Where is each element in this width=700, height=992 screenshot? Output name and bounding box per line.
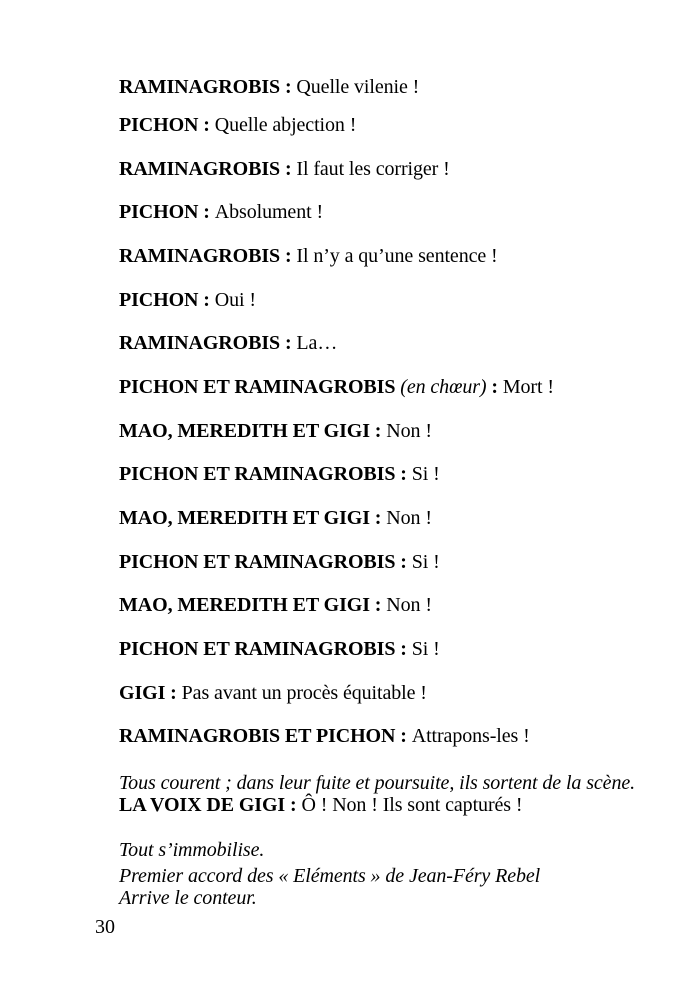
speaker-name: MAO, MEREDITH ET GIGI	[119, 594, 370, 616]
line-text: Si !	[411, 551, 440, 573]
speaker-name: RAMINAGROBIS	[119, 245, 281, 267]
speaker-separator: :	[369, 420, 387, 442]
stage-direction: Arrive le conteur.	[119, 887, 257, 909]
dialogue-line	[119, 157, 450, 181]
speaker-separator: :	[280, 332, 297, 354]
speaker-name: RAMINAGROBIS	[119, 332, 281, 354]
line-text: Il n’y a qu’une sentence !	[296, 245, 498, 267]
stage-direction: Tout s’immobilise.	[119, 839, 265, 861]
stage-direction: Premier accord des « Eléments » de Jean-Féry Rebel	[119, 865, 541, 887]
line-text: La…	[296, 332, 338, 354]
dialogue-line	[119, 288, 256, 312]
speaker-name: PICHON	[119, 201, 199, 223]
speaker-separator: :	[280, 245, 297, 267]
line-text: Non !	[386, 420, 432, 442]
speaker-name: PICHON ET RAMINAGROBIS	[119, 551, 396, 573]
dialogue-line	[119, 331, 337, 355]
line-text: Mort !	[502, 376, 554, 398]
dialogue-line	[119, 200, 323, 224]
line-text: Quelle vilenie !	[296, 76, 420, 98]
speaker-name: MAO, MEREDITH ET GIGI	[119, 420, 370, 442]
speaker-name: RAMINAGROBIS	[119, 158, 281, 180]
dialogue-line	[119, 462, 440, 486]
speaker-separator: :	[369, 594, 387, 616]
voice-line	[119, 793, 522, 817]
speaker-separator: :	[395, 638, 412, 660]
speaker-name: MAO, MEREDITH ET GIGI	[119, 507, 370, 529]
dialogue-line	[119, 550, 440, 574]
speaker-separator: :	[198, 201, 215, 223]
line-text: Ô ! Non ! Ils sont capturés !	[301, 794, 523, 816]
speaker-name: PICHON	[119, 114, 199, 136]
dialogue-line	[119, 506, 432, 530]
line-text: Pas avant un procès équitable !	[181, 682, 427, 704]
line-text: Quelle abjection !	[214, 114, 357, 136]
dialogue-line	[119, 593, 432, 617]
stage-direction: Tous courent ; dans leur fuite et poursuite, ils sortent de la scène.	[119, 772, 636, 794]
speaker-name: PICHON ET RAMINAGROBIS	[119, 463, 396, 485]
speaker-separator: :	[285, 794, 302, 816]
dialogue-line	[119, 244, 498, 268]
page-number: 30	[95, 916, 115, 938]
line-text: Oui !	[214, 289, 256, 311]
speaker-separator: :	[395, 725, 412, 747]
dialogue-line	[119, 637, 440, 661]
speaker-name: PICHON ET RAMINAGROBIS	[119, 376, 396, 398]
speaker-name: RAMINAGROBIS	[119, 76, 281, 98]
speaker-separator: :	[198, 289, 215, 311]
dialogue-line	[119, 724, 530, 748]
speaker-name: PICHON	[119, 289, 199, 311]
speaker-name: RAMINAGROBIS ET PICHON	[119, 725, 396, 747]
speaker-name: GIGI	[119, 682, 166, 704]
speaker-separator: :	[165, 682, 182, 704]
line-text: Si !	[411, 638, 440, 660]
line-text: Attrapons-les !	[411, 725, 530, 747]
line-text: Absolument !	[214, 201, 324, 223]
line-text: Non !	[386, 507, 432, 529]
speaker-separator: :	[280, 76, 297, 98]
dialogue-line	[119, 375, 554, 399]
speaker-separator: :	[280, 158, 297, 180]
speaker-name: PICHON ET RAMINAGROBIS	[119, 638, 396, 660]
line-text: Non !	[386, 594, 432, 616]
dialogue-line	[119, 419, 432, 443]
speaker-separator: :	[486, 376, 503, 398]
line-text: Il faut les corriger !	[296, 158, 450, 180]
dialogue-line	[119, 113, 356, 137]
speaker-separator: :	[369, 507, 387, 529]
dialogue-line	[119, 75, 419, 99]
speaker-separator: :	[395, 463, 412, 485]
line-text: Si !	[411, 463, 440, 485]
speaker-name: LA VOIX DE GIGI	[119, 794, 286, 816]
stage-aside: (en chœur)	[400, 376, 487, 398]
dialogue-line	[119, 681, 427, 705]
speaker-separator: :	[198, 114, 215, 136]
speaker-separator: :	[395, 551, 412, 573]
